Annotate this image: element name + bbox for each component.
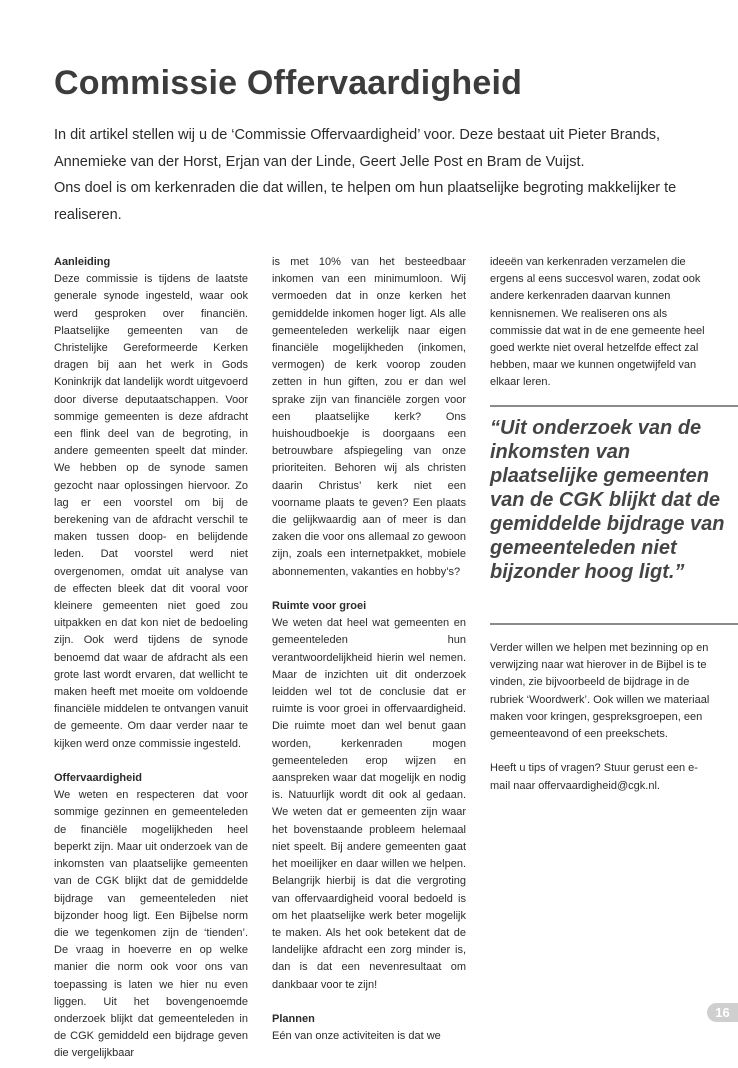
section-text-offervaardigheid-part1: We weten en respecteren dat voor sommige gezinnen en gemeenteleden de financiële mogelijkheden heel beperkt zijn. Maar uit onderzoek van de inkomsten van plaatselijke gemeenten van de CGK blijkt dat de gemiddelde bijdrage van gemeenteleden niet bijzonder hoog ligt. Een Bijbelse norm die we tegenkomen zijn de ‘tienden’. De vraag in hoeverre en op welke manier die norm ook voor ons van toepassing is laten we hier nu even liggen. Uit het bovengenoemde onderzoek blijkt dat gemeenteleden in de CGK gemiddeld een bijdrage geven die vergelijkbaar bbox=[54, 789, 248, 1060]
closing-paragraph: Heeft u tips of vragen? Stuur gerust een e-mail naar offervaardigheid@cgk.nl. bbox=[490, 762, 698, 792]
page-number: 16 bbox=[707, 1003, 738, 1022]
intro bbox=[54, 122, 724, 228]
pull-quote-text: “Uit onderzoek van de inkomsten van plaatselijke gemeenten van de CGK blijkt dat de gemiddelde bijdrage van gemeenteleden niet bijzonder hoog ligt.” bbox=[490, 417, 725, 583]
column-2 bbox=[272, 254, 466, 1045]
section-heading-offervaardigheid: Offervaardigheid bbox=[54, 772, 143, 785]
section-text-offervaardigheid-part2: is met 10% van het besteedbaar inkomen van een minimumloon. Wij vermoeden dat in onze kerken het gemiddelde inkomen hoger ligt. Als alle gemeenteleden werkelijk naar eigen financiële mogelijkheden (inkomen, vermogen) de kerk voorop zouden zetten in hun giften, zou er dan wel sprake zijn van financiële zorgen voor een plaatselijke kerk? Ons huishoudboekje is doorgaans een betrouwbare afspiegeling van onze prioriteiten. Behoren wij als christen daarin Christus’ kerk niet een voorname plaats te geven? Een plaats die gelijkwaardig aan of meer is dan zaken die voor ons allemaal zo gewoon zijn, zoals een internetpakket, mobiele abonnementen, vakanties en hobby’s? bbox=[272, 256, 466, 578]
section-text-aanleiding: Deze commissie is tijdens de laatste generale synode ingesteld, waar ook werd gesproken over financiën. Plaatselijke gemeenten van de Christelijke Gereformeerde Kerken dragen bij aan het werk in Gods Koninkrijk dat landelijk wordt uitgevoerd door diverse deputaatschappen. Voor sommige gemeenten is deze afdracht een flink deel van de begroting, in andere gemeenten speelt dat minder. We hebben op de synode samen gezocht naar oplossingen hiervoor. Zo lag er een voorstel om bij de berekening van de afdracht verschil te maken tussen doop- en belijdende leden. Dat voorstel werd niet overgenomen, omdat uit analyse van de effecten bleek dat dit vooral voor kleinere gemeenten niet goed zou uitpakken en dat kon niet de bedoeling zijn. Ook werd tijdens de synode benoemd dat waar de afdracht als een grote last wordt ervaren, dat wellicht te maken heeft met moeite om voldoende financiële middelen te ontvangen vanuit de gemeente. Om daar verder naar te kijken werd onze commissie ingesteld. bbox=[54, 273, 248, 750]
pull-quote bbox=[490, 405, 738, 625]
section-text-plannen-part1: Eén van onze activiteiten is dat we bbox=[272, 1030, 441, 1043]
section-text-plannen-part2: ideeën van kerkenraden verzamelen die ergens al eens succesvol waren, zodat ook andere kerkenraden daarvan kunnen kennisnemen. We realiseren ons als commissie dat wat in de ene gemeente heel goed werkte niet overal hetzelfde effect zal hebben, maar we kunnen ongetwijfeld van elkaar leren. bbox=[490, 256, 705, 389]
closing bbox=[490, 640, 714, 795]
column-3 bbox=[490, 254, 714, 392]
page-title: Commissie Offervaardigheid bbox=[54, 64, 523, 102]
section-heading-aanleiding: Aanleiding bbox=[54, 256, 111, 268]
closing-paragraph: Verder willen we helpen met bezinning op en verwijzing naar wat hierover in de Bijbel is te vinden, zie bijvoorbeeld de bijdrage in de rubriek ‘Woordwerk’. Ook willen we materiaal maken voor kringen, gespreksgroepen, een gemeenteavond of een preekschets. bbox=[490, 642, 710, 741]
intro-paragraph: In dit artikel stellen wij u de ‘Commissie Offervaardigheid’ voor. Deze bestaat uit Pieter Brands, Annemieke van der Horst, Erjan van der Linde, Geert Jelle Post en Bram de Vuijst. bbox=[54, 127, 661, 170]
section-heading-plannen: Plannen bbox=[272, 1012, 315, 1025]
intro-paragraph: Ons doel is om kerkenraden die dat willen, te helpen om hun plaatselijke begroting makkelijker te realiseren. bbox=[54, 180, 677, 223]
section-heading-ruimte: Ruimte voor groei bbox=[272, 600, 367, 613]
section-text-ruimte: We weten dat heel wat gemeenten en gemeenteleden hun verantwoordelijkheid hierin wel nemen. Maar de inzichten uit dit onderzoek leidden wel tot de conclusie dat er ruimte is voor groei in offervaardigheid. Die ruimte moet dan wel benut gaan worden, kerkenraden mogen gemeenteleden erop wijzen en aanspreken waar dat mogelijk en nodig is. Natuurlijk wordt dit ook al gedaan. We weten dat er gemeenten zijn waar het bovenstaande probleem helemaal niet speelt. Bij andere gemeenten gaat het moeilijker en daar willen we helpen. Belangrijk hierbij is dat die vergroting van offervaardigheid vooral bedoeld is om het plaatselijke werk beter mogelijk te maken. Als het ook betekent dat de landelijke afdracht een zorg minder is, dan is dat een nevenresultaat om dankbaar voor te zijn! bbox=[272, 617, 466, 991]
column-1 bbox=[54, 254, 248, 1063]
